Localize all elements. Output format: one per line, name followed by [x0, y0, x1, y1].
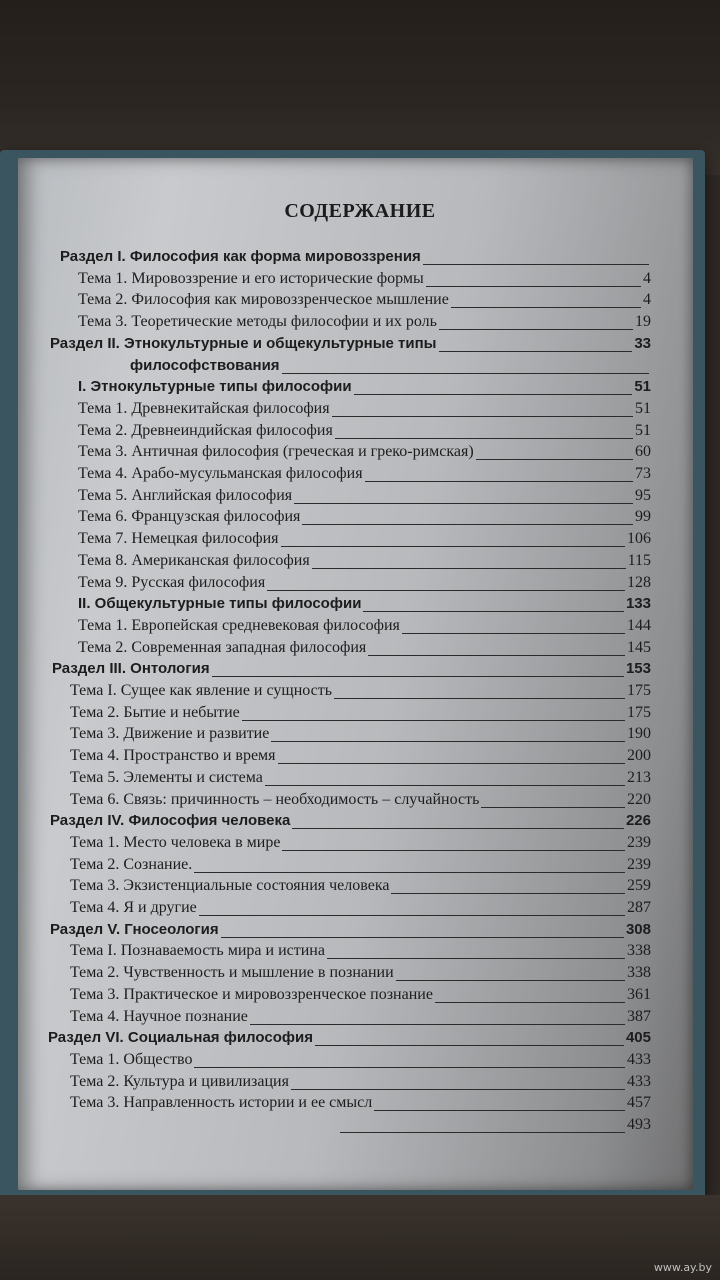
toc-page-number: 338 — [627, 964, 651, 982]
toc-leader-line — [271, 741, 625, 742]
toc-entry — [78, 420, 651, 442]
toc-page-number: 338 — [627, 942, 651, 960]
toc-page-number: 99 — [635, 508, 651, 526]
toc-entry-label: Тема 1. Общество — [70, 1050, 193, 1068]
toc-entry-label: философствования — [130, 356, 280, 374]
toc-page-number: 51 — [635, 399, 651, 417]
toc-entry-label: Тема 6. Французская философия — [78, 508, 301, 526]
watermark: www.ay.by — [653, 1261, 712, 1274]
toc-section-heading — [50, 810, 651, 832]
toc-entry-label: Тема I. Познаваемость мира и истина — [70, 942, 325, 960]
toc-entry-label: Тема 1. Место человека в мире — [70, 833, 281, 851]
toc-page-number: 133 — [625, 595, 651, 613]
toc-leader-line — [281, 546, 625, 547]
toc-page-number: 128 — [627, 573, 651, 591]
toc-leader-line — [294, 503, 633, 504]
toc-page-number: 220 — [627, 790, 651, 808]
toc-entry-label: Тема 3. Экзистенциальные состояния человека — [70, 877, 390, 895]
toc-leader-line — [315, 1045, 624, 1046]
toc-page-number: 259 — [627, 877, 651, 895]
toc-page-number: 200 — [627, 747, 651, 765]
toc-section-heading — [130, 355, 651, 377]
toc-entry — [70, 702, 651, 724]
toc-page-number: 51 — [634, 378, 651, 396]
page-title: СОДЕРЖАНИЕ — [284, 200, 436, 222]
toc-entry-label: Тема 3. Практическое и мировоззренческое познание — [70, 985, 433, 1003]
toc-leader-line — [327, 958, 625, 959]
toc-leader-line — [332, 416, 633, 417]
toc-entry — [70, 1114, 651, 1136]
toc-leader-line — [194, 1067, 625, 1068]
toc-entry-label: Тема 3. Античная философия (греческая и греко-римская) — [78, 443, 474, 461]
toc-entry — [78, 311, 651, 333]
toc-entry-label: Раздел IV. Философия человека — [50, 812, 291, 830]
toc-entry — [78, 268, 651, 290]
toc-page-number: 405 — [625, 1029, 651, 1047]
toc-page-number: 213 — [627, 768, 651, 786]
toc-leader-line — [282, 373, 649, 374]
toc-entry-label: Тема 2. Философия как мировоззренческое мышление — [78, 291, 449, 309]
toc-entry — [70, 875, 651, 897]
toc-page-number: 144 — [627, 616, 651, 634]
toc-leader-line — [481, 807, 625, 808]
toc-entry — [70, 745, 651, 767]
toc-entry — [70, 723, 651, 745]
toc-entry — [70, 962, 651, 984]
toc-entry-label: Раздел V. Гносеология — [50, 920, 219, 938]
toc-page-number: 239 — [627, 833, 651, 851]
toc-leader-line — [221, 937, 624, 938]
toc-entry — [70, 940, 651, 962]
toc-entry-label: Тема 3. Направленность истории и ее смысл — [70, 1094, 373, 1112]
toc-entry — [78, 398, 651, 420]
toc-leader-line — [340, 1132, 625, 1133]
toc-page-number: 361 — [627, 985, 651, 1003]
toc-entry — [70, 984, 651, 1006]
toc-entry-label: Тема 2. Современная западная философия — [78, 638, 367, 656]
toc-entry-label: Тема 4. Пространство и время — [70, 747, 276, 765]
toc-entry-label: Раздел I. Философия как форма мировоззрения — [60, 248, 421, 265]
toc-page-number: 239 — [627, 855, 651, 873]
toc-leader-line — [242, 720, 625, 721]
toc-leader-line — [250, 1024, 625, 1025]
toc-page-number: 95 — [635, 486, 651, 504]
toc-leader-line — [391, 893, 625, 894]
toc-section-heading — [50, 919, 651, 941]
toc-entry-label: Тема 1. Европейская средневековая философия — [78, 616, 400, 634]
toc-section-heading — [50, 333, 651, 355]
toc-page-number: 457 — [627, 1094, 651, 1112]
toc-entry-label: Тема 1. Древнекитайская философия — [78, 399, 330, 417]
toc-leader-line — [194, 872, 625, 873]
toc-entry — [78, 441, 651, 463]
toc-entry — [78, 637, 651, 659]
toc-entry-label: Тема 2. Сознание. — [70, 855, 193, 873]
toc-page-number: 153 — [625, 660, 651, 678]
toc-entry — [78, 485, 651, 507]
toc-entry-label: Тема 9. Русская философия — [78, 573, 266, 591]
toc-page-number: 433 — [627, 1050, 651, 1068]
toc-entry-label: Тема 4. Я и другие — [70, 899, 197, 916]
toc-leader-line — [439, 329, 633, 330]
toc-page-number: 33 — [634, 334, 651, 352]
toc-leader-line — [302, 524, 633, 525]
toc-leader-line — [312, 568, 626, 569]
toc-entry-label: Тема 3. Движение и развитие — [70, 725, 270, 743]
toc-leader-line — [451, 307, 641, 308]
toc-page-number: 60 — [635, 443, 651, 461]
toc-leader-line — [374, 1110, 625, 1111]
toc-entry-label: Тема 4. Арабо-мусульманская философия — [78, 465, 363, 482]
toc-leader-line — [212, 676, 624, 677]
toc-entry-label: Тема I. Сущее как явление и сущность — [70, 682, 333, 699]
toc-entry — [78, 550, 651, 572]
toc-leader-line — [396, 980, 625, 981]
toc-page-number: 145 — [627, 638, 651, 656]
toc-entry — [70, 1071, 651, 1093]
toc-entry-label: Тема 1. Мировоззрение и его исторические формы — [78, 269, 424, 287]
toc-entry — [78, 572, 651, 594]
toc-page-number: 19 — [635, 313, 651, 331]
toc-leader-line — [354, 394, 633, 395]
toc-entry — [70, 897, 651, 919]
toc-entry — [70, 680, 651, 702]
toc-leader-line — [334, 698, 625, 699]
toc-leader-line — [426, 286, 641, 287]
toc-entry-label: Тема 5. Элементы и система — [70, 768, 263, 786]
toc-page-number: 190 — [627, 725, 651, 743]
toc-entry-label: Тема 6. Связь: причинность – необходимость – случайность — [70, 790, 480, 808]
toc-leader-line — [402, 633, 625, 634]
toc-entry — [78, 289, 651, 311]
toc-leader-line — [292, 828, 624, 829]
toc-entry — [78, 506, 651, 528]
toc-entry-label: II. Общекультурные типы философии — [78, 595, 362, 613]
toc-section-heading — [60, 246, 651, 268]
toc-entry — [70, 1092, 651, 1114]
toc-entry — [70, 1049, 651, 1071]
toc-leader-line — [282, 850, 625, 851]
toc-entry — [78, 463, 651, 485]
toc-leader-line — [435, 1002, 625, 1003]
toc-leader-line — [363, 611, 624, 612]
toc-entry — [70, 767, 651, 789]
toc-page-number: 115 — [627, 551, 651, 569]
toc-page-number: 51 — [635, 421, 651, 439]
toc-leader-line — [476, 459, 633, 460]
table-background — [0, 0, 720, 175]
toc-entry-label: Тема 2. Древнеиндийская философия — [78, 421, 333, 439]
bottom-background — [0, 1195, 720, 1280]
toc-leader-line — [439, 351, 633, 352]
toc-entry-label: Раздел VI. Социальная философия — [48, 1029, 313, 1047]
toc-entry — [78, 615, 651, 637]
toc-section-heading — [78, 376, 651, 398]
toc-entry-label: Тема 2. Бытие и небытие — [70, 703, 240, 721]
toc-leader-line — [423, 264, 649, 265]
toc-leader-line — [267, 590, 625, 591]
toc-entry — [70, 854, 651, 876]
toc-page-number: 73 — [635, 465, 651, 482]
toc-entry-label: Тема 7. Немецкая философия — [78, 530, 279, 548]
toc-page-number: 433 — [627, 1072, 651, 1090]
toc-page-number: 493 — [627, 1116, 651, 1133]
toc-page-number: 226 — [625, 812, 651, 830]
toc-leader-line — [199, 915, 625, 916]
toc-leader-line — [265, 785, 625, 786]
toc-page-number: 175 — [627, 703, 651, 721]
toc-entry-label: Раздел II. Этнокультурные и общекультурные типы — [50, 334, 437, 352]
toc-page-number: 308 — [625, 920, 651, 938]
toc-entry — [70, 1006, 651, 1028]
toc-leader-line — [335, 438, 633, 439]
toc-leader-line — [291, 1089, 625, 1090]
toc-entry-label: Тема 5. Английская философия — [78, 486, 293, 504]
toc-entry-label: I. Этнокультурные типы философии — [78, 378, 352, 396]
toc-page-number: 387 — [627, 1007, 651, 1025]
toc-entry-label: Тема 2. Культура и цивилизация — [70, 1072, 289, 1090]
toc-entry-label: Раздел III. Онтология — [52, 660, 210, 678]
toc-entry-label: Тема 3. Теоретические методы философии и их роль — [78, 313, 437, 331]
toc-section-heading — [78, 593, 651, 615]
toc-page-number: 287 — [627, 899, 651, 916]
toc-section-heading — [48, 1027, 651, 1049]
toc-entry-label: Тема 8. Американская философия — [78, 551, 310, 569]
toc-page-number: 4 — [643, 269, 651, 287]
toc-leader-line — [368, 655, 625, 656]
toc-section-heading — [52, 658, 651, 680]
toc-page-number: 4 — [643, 291, 651, 309]
toc-entry-label: Тема 2. Чувственность и мышление в познании — [70, 964, 394, 982]
toc-page-number: 175 — [627, 682, 651, 699]
toc-leader-line — [365, 481, 633, 482]
toc-entry — [70, 789, 651, 811]
toc-entry-label: Тема 4. Научное познание — [70, 1007, 248, 1025]
toc-entry — [78, 528, 651, 550]
toc-page-number: 106 — [627, 530, 651, 548]
toc-leader-line — [278, 763, 625, 764]
toc-entry — [70, 832, 651, 854]
